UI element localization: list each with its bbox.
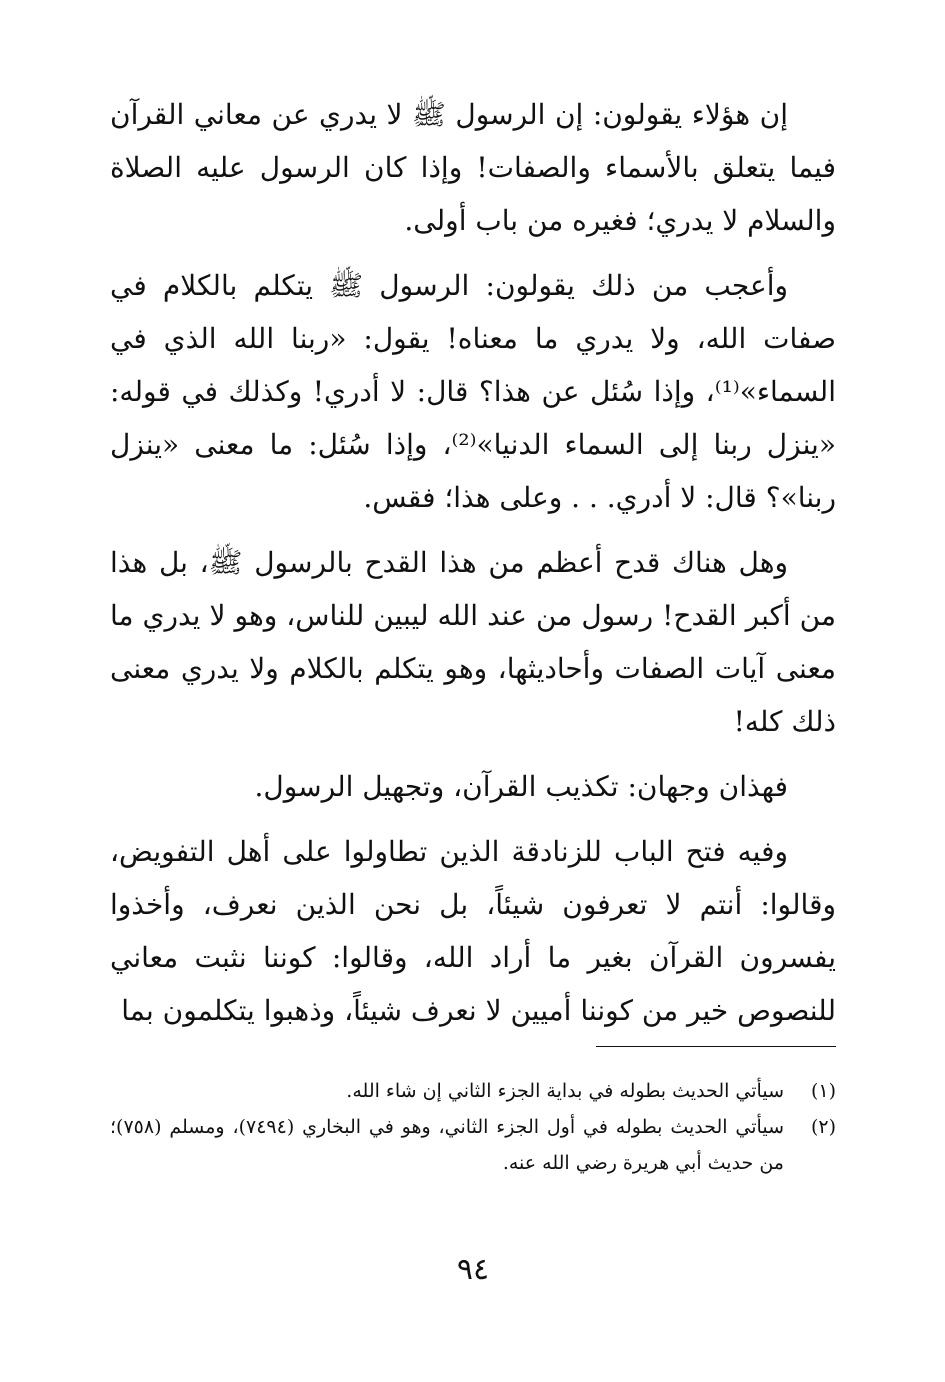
footnote-1 bbox=[110, 1073, 836, 1109]
page-number: ٩٤ bbox=[456, 1252, 490, 1287]
paragraph-4: فهذان وجهان: تكذيب القرآن، وتجهيل الرسول. bbox=[254, 770, 788, 803]
paragraph-2: وأعجب من ذلك يقولون: الرسول ﷺ يتكلم بالكلام في صفات الله، ولا يدري ما معناه! يقول: «ربنا الله الذي في السماء»⁽¹⁾، وإذا سُئل عن هذا؟ قال: لا أدري! وكذلك في قوله: «ينزل ربنا إلى السماء الدنيا»⁽²⁾، وإذا سُئل: ما معنى «ينزل ربنا»؟ قال: لا أدري. . . وعلى هذا؛ فقس. bbox=[110, 269, 836, 514]
footnote-divider bbox=[596, 1046, 836, 1047]
footnote-number: (٢) bbox=[810, 1116, 836, 1138]
footnote-text: سيأتي الحديث بطوله في أول الجزء الثاني، وهو في البخاري (٧٤٩٤)، ومسلم (٧٥٨)؛ من حديث أبي هريرة رضي الله عنه. bbox=[110, 1116, 784, 1174]
footnotes bbox=[110, 1073, 836, 1183]
paragraph-5: وفيه فتح الباب للزنادقة الذين تطاولوا على أهل التفويض، وقالوا: أنتم لا تعرفون شيئاً، بل نحن الذين نعرف، وأخذوا يفسرون القرآن بغير ما أراد الله، وقالوا: كوننا نثبت معاني للنصوص خير من كوننا أميين لا نعرف شيئاً، وذهبوا يتكلمون بما bbox=[110, 835, 837, 1027]
paragraph-3: وهل هناك قدح أعظم من هذا القدح بالرسول ﷺ، بل هذا من أكبر القدح! رسول من عند الله ليبين للناس، وهو لا يدري ما معنى آيات الصفات وأحاديثها، وهو يتكلم بالكلام ولا يدري معنى ذلك كله! bbox=[110, 546, 836, 738]
footnote-text: سيأتي الحديث بطوله في بداية الجزء الثاني إن شاء الله. bbox=[346, 1080, 784, 1102]
body-text bbox=[110, 88, 837, 1027]
paragraph-1: إن هؤلاء يقولون: إن الرسول ﷺ لا يدري عن معاني القرآن فيما يتعلق بالأسماء والصفات! وإذا كان الرسول عليه الصلاة والسلام لا يدري؛ فغيره من باب أولى. bbox=[110, 98, 836, 237]
footnote-2 bbox=[110, 1109, 836, 1181]
book-page bbox=[110, 88, 836, 1338]
footnote-number: (١) bbox=[810, 1080, 836, 1102]
